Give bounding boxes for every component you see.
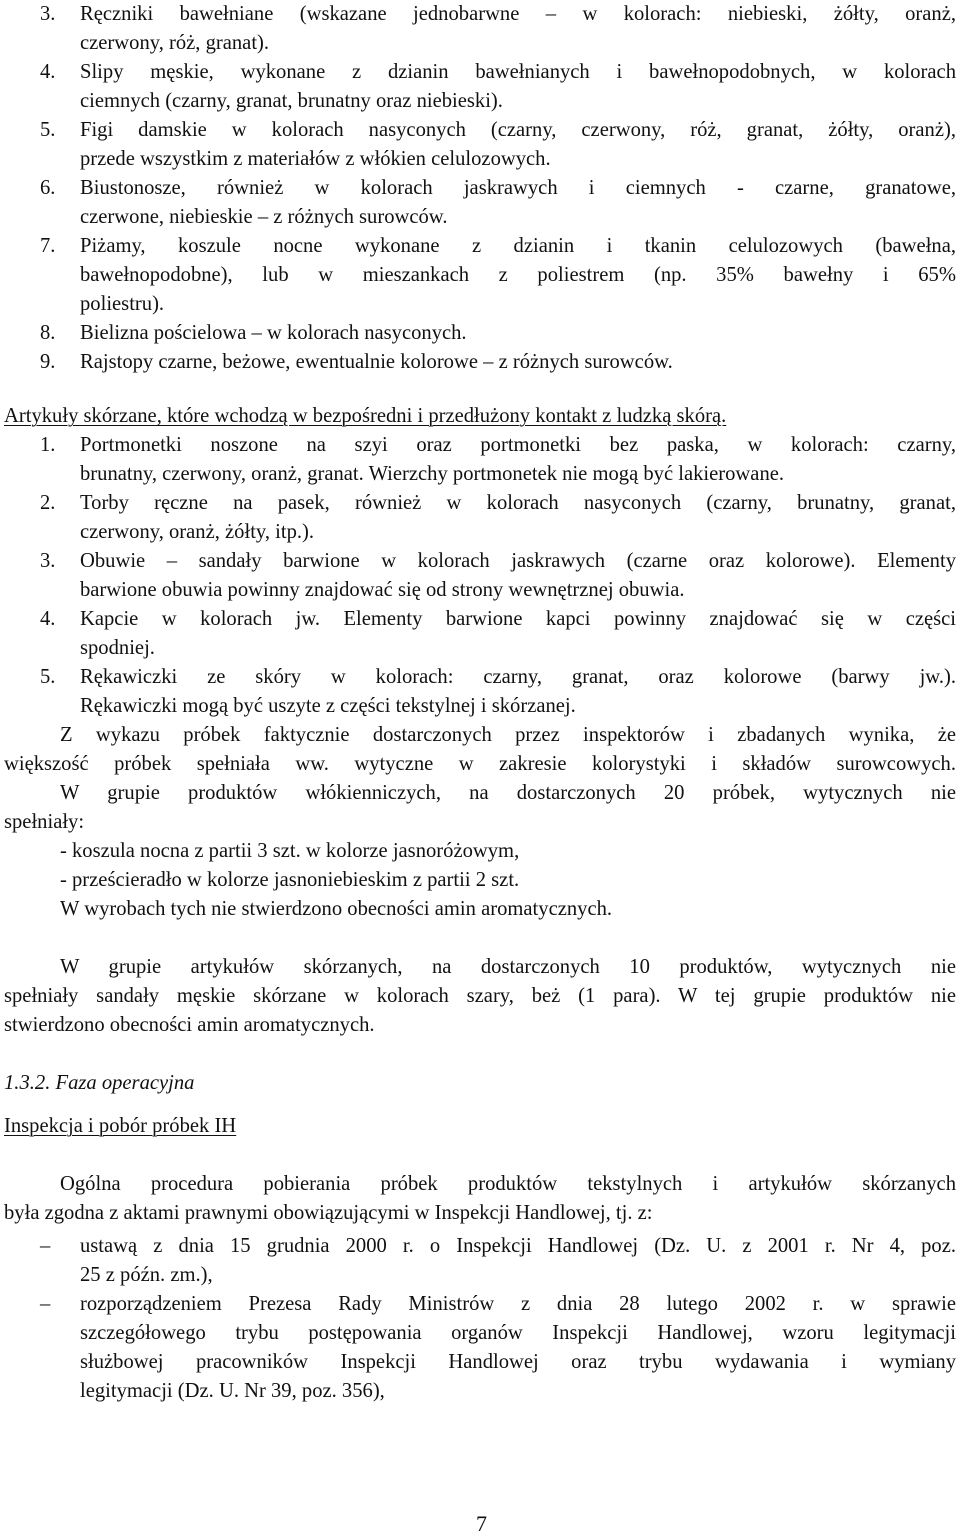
paragraph-line: spełniały sandały męskie skórzane w kolorach szary, beż (1 para). W tej grupie produktów nie <box>4 985 956 1007</box>
paragraph-list-item: - prześcieradło w kolorze jasnoniebieskim z partii 2 szt. <box>60 869 520 891</box>
list-item-line: Torby ręczne na pasek, również w kolorach nasyconych (czarny, brunatny, granat, <box>80 492 956 514</box>
list-item-line: bawełnopodobne), lub w mieszankach z poliestrem (np. 35% bawełny i 65% <box>80 264 956 286</box>
list-item-line: barwione obuwia powinny znajdować się od strony wewnętrznej obuwia. <box>80 579 685 601</box>
list-item-number: 3. <box>40 550 56 572</box>
list-item-number: 2. <box>40 492 56 514</box>
page-number: 7 <box>476 1511 487 1536</box>
paragraph-line: W grupie artykułów skórzanych, na dostarczonych 10 produktów, wytycznych nie <box>60 956 956 978</box>
list-item-line: brunatny, czerwony, oranż, granat. Wierzchy portmonetek nie mogą być lakierowane. <box>80 463 785 485</box>
list-item-line: Rękawiczki ze skóry w kolorach: czarny, granat, oraz kolorowe (barwy jw.). <box>80 666 956 688</box>
list-item-line: przede wszystkim z materiałów z włókien celulozowych. <box>80 148 551 170</box>
list-item-line: poliestru). <box>80 293 165 315</box>
list-dash: – <box>40 1293 51 1315</box>
list-item-line: 25 z późn. zm.), <box>80 1264 213 1286</box>
paragraph-line: Ogólna procedura pobierania próbek produktów tekstylnych i artykułów skórzanych <box>60 1173 956 1195</box>
list-item-line: Rajstopy czarne, beżowe, ewentualnie kolorowe – z różnych surowców. <box>80 351 673 373</box>
list-item-line: służbowej pracowników Inspekcji Handlowej oraz trybu wydawania i wymiany <box>80 1351 956 1373</box>
list-item-number: 3. <box>40 3 56 25</box>
subsection-title: 1.3.2. Faza operacyjna <box>4 1072 195 1094</box>
list-item-line: Bielizna pościelowa – w kolorach nasyconych. <box>80 322 467 344</box>
list-item-line: Ręczniki bawełniane (wskazane jednobarwne – w kolorach: niebieski, żółty, oranż, <box>80 3 956 25</box>
list-dash: – <box>40 1235 51 1257</box>
list-item-line: czerwony, oranż, żółty, itp.). <box>80 521 315 543</box>
list-item-line: Portmonetki noszone na szyi oraz portmonetki bez paska, w kolorach: czarny, <box>80 434 956 456</box>
list-item-number: 7. <box>40 235 56 257</box>
paragraph-line: spełniały: <box>4 811 85 833</box>
list-item-line: Kapcie w kolorach jw. Elementy barwione kapci powinny znajdować się w części <box>80 608 956 630</box>
list-item-line: legitymacji (Dz. U. Nr 39, poz. 356), <box>80 1380 385 1402</box>
list-item-line: szczegółowego trybu postępowania organów Inspekcji Handlowej, wzoru legitymacji <box>80 1322 956 1344</box>
paragraph-line: była zgodna z aktami prawnymi obowiązującymi w Inspekcji Handlowej, tj. z: <box>4 1202 653 1224</box>
list-item-number: 6. <box>40 177 56 199</box>
list-item-number: 4. <box>40 608 56 630</box>
list-item-line: Figi damskie w kolorach nasyconych (czarny, czerwony, róż, granat, żółty, oranż), <box>80 119 956 141</box>
list-item-line: ciemnych (czarny, granat, brunatny oraz niebieski). <box>80 90 503 112</box>
list-item-line: rozporządzeniem Prezesa Rady Ministrów z dnia 28 lutego 2002 r. w sprawie <box>80 1293 956 1315</box>
list-item-line: Slipy męskie, wykonane z dzianin bawełnianych i bawełnopodobnych, w kolorach <box>80 61 956 83</box>
list-item-line: czerwone, niebieskie – z różnych surowców. <box>80 206 448 228</box>
paragraph-line: stwierdzono obecności amin aromatycznych. <box>4 1014 375 1036</box>
list-item-number: 9. <box>40 351 56 373</box>
list-item-line: czerwony, róż, granat). <box>80 32 270 54</box>
list-item-line: Obuwie – sandały barwione w kolorach jaskrawych (czarne oraz kolorowe). Elementy <box>80 550 956 572</box>
list-item-number: 4. <box>40 61 56 83</box>
list-item-number: 8. <box>40 322 56 344</box>
paragraph-line: Z wykazu próbek faktycznie dostarczonych przez inspektorów i zbadanych wynika, że <box>60 724 956 746</box>
subsection-heading: Inspekcja i pobór próbek IH <box>4 1115 237 1137</box>
paragraph-line: większość próbek spełniała ww. wytyczne w zakresie kolorystyki i składów surowcowych. <box>4 753 956 775</box>
list-item-line: Rękawiczki mogą być uszyte z części tekstylnej i skórzanej. <box>80 695 576 717</box>
paragraph-list-item: - koszula nocna z partii 3 szt. w kolorze jasnoróżowym, <box>60 840 520 862</box>
list-item-line: Biustonosze, również w kolorach jaskrawych i ciemnych - czarne, granatowe, <box>80 177 956 199</box>
section-heading: Artykuły skórzane, które wchodzą w bezpośredni i przedłużony kontakt z ludzką skórą. <box>4 405 727 427</box>
paragraph-line: W grupie produktów włókienniczych, na dostarczonych 20 próbek, wytycznych nie <box>60 782 956 804</box>
list-item-line: Piżamy, koszule nocne wykonane z dzianin i tkanin celulozowych (bawełna, <box>80 235 956 257</box>
list-item-number: 5. <box>40 119 56 141</box>
list-item-line: spodniej. <box>80 637 155 659</box>
paragraph-line: W wyrobach tych nie stwierdzono obecności amin aromatycznych. <box>60 898 613 920</box>
list-item-number: 1. <box>40 434 56 456</box>
list-item-number: 5. <box>40 666 56 688</box>
list-item-line: ustawą z dnia 15 grudnia 2000 r. o Inspekcji Handlowej (Dz. U. z 2001 r. Nr 4, poz. <box>80 1235 956 1257</box>
